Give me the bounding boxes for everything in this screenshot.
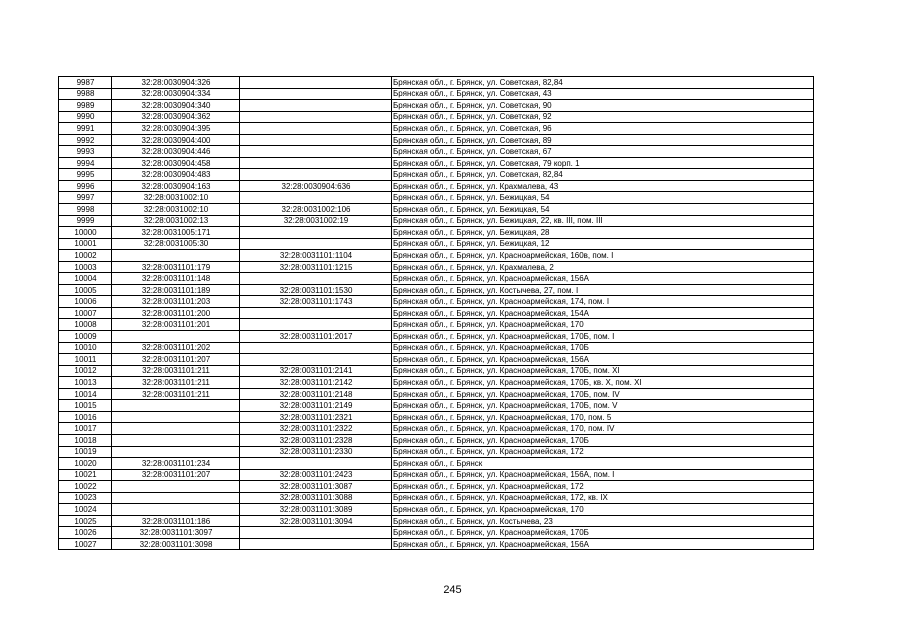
cadastral-number-cell (112, 504, 240, 516)
linked-cadastral-number-cell (240, 319, 392, 331)
cadastral-number-cell: 32:28:0031002:13 (112, 215, 240, 227)
linked-cadastral-number-cell (240, 538, 392, 550)
linked-cadastral-number-cell: 32:28:0031101:2322 (240, 423, 392, 435)
row-number-cell: 10008 (59, 319, 112, 331)
cadastral-number-cell (112, 331, 240, 343)
row-number-cell: 10002 (59, 250, 112, 262)
table-row (59, 123, 814, 135)
table-row (59, 458, 814, 470)
row-number-cell: 9995 (59, 169, 112, 181)
cadastral-number-cell: 32:28:0030904:395 (112, 123, 240, 135)
table-row (59, 342, 814, 354)
table-row (59, 100, 814, 112)
linked-cadastral-number-cell (240, 157, 392, 169)
cadastral-number-cell: 32:28:0030904:446 (112, 146, 240, 158)
cadastral-number-cell: 32:28:0031101:148 (112, 273, 240, 285)
address-cell: Брянская обл., г. Брянск, ул. Красноармейская, 170 (392, 504, 814, 516)
cadastral-number-cell (112, 250, 240, 262)
address-cell: Брянская обл., г. Брянск, ул. Красноармейская, 156А (392, 273, 814, 285)
cadastral-number-cell: 32:28:0031101:200 (112, 307, 240, 319)
table-row (59, 215, 814, 227)
cadastral-number-cell: 32:28:0030904:334 (112, 88, 240, 100)
address-cell: Брянская обл., г. Брянск, ул. Советская, 96 (392, 123, 814, 135)
linked-cadastral-number-cell: 32:28:0031101:2328 (240, 434, 392, 446)
linked-cadastral-number-cell: 32:28:0030904:636 (240, 180, 392, 192)
address-cell: Брянская обл., г. Брянск, ул. Бежицкая, 54 (392, 204, 814, 216)
row-number-cell: 9996 (59, 180, 112, 192)
cadastral-number-cell: 32:28:0031101:179 (112, 261, 240, 273)
cadastral-number-cell (112, 446, 240, 458)
linked-cadastral-number-cell (240, 227, 392, 239)
row-number-cell: 10006 (59, 296, 112, 308)
address-cell: Брянская обл., г. Брянск, ул. Костычева, 23 (392, 515, 814, 527)
row-number-cell: 10016 (59, 411, 112, 423)
cadastral-number-cell (112, 492, 240, 504)
table-row (59, 354, 814, 366)
row-number-cell: 9993 (59, 146, 112, 158)
linked-cadastral-number-cell (240, 111, 392, 123)
address-cell: Брянская обл., г. Брянск, ул. Костычева, 27, пом. I (392, 284, 814, 296)
cadastral-number-cell: 32:28:0031101:202 (112, 342, 240, 354)
row-number-cell: 10021 (59, 469, 112, 481)
cadastral-number-cell: 32:28:0031101:211 (112, 377, 240, 389)
row-number-cell: 10003 (59, 261, 112, 273)
linked-cadastral-number-cell (240, 458, 392, 470)
cadastral-number-cell: 32:28:0030904:483 (112, 169, 240, 181)
table-row (59, 88, 814, 100)
table-row (59, 307, 814, 319)
linked-cadastral-number-cell (240, 354, 392, 366)
address-cell: Брянская обл., г. Брянск, ул. Красноармейская, 154А (392, 307, 814, 319)
table-row (59, 111, 814, 123)
cadastral-number-cell (112, 411, 240, 423)
table-row (59, 192, 814, 204)
row-number-cell: 10023 (59, 492, 112, 504)
row-number-cell: 10011 (59, 354, 112, 366)
address-cell: Брянская обл., г. Брянск, ул. Советская, 89 (392, 134, 814, 146)
linked-cadastral-number-cell (240, 100, 392, 112)
linked-cadastral-number-cell: 32:28:0031101:1743 (240, 296, 392, 308)
table-row (59, 157, 814, 169)
address-cell: Брянская обл., г. Брянск, ул. Красноармейская, 170Б, пом. XI (392, 365, 814, 377)
linked-cadastral-number-cell (240, 77, 392, 89)
address-cell: Брянская обл., г. Брянск (392, 458, 814, 470)
row-number-cell: 10018 (59, 434, 112, 446)
linked-cadastral-number-cell: 32:28:0031101:3094 (240, 515, 392, 527)
linked-cadastral-number-cell: 32:28:0031101:1215 (240, 261, 392, 273)
cadastral-number-cell: 32:28:0031101:207 (112, 469, 240, 481)
page-number: 245 (443, 584, 462, 596)
address-cell: Брянская обл., г. Брянск, ул. Красноармейская, 156А (392, 354, 814, 366)
table-row (59, 238, 814, 250)
linked-cadastral-number-cell: 32:28:0031101:3087 (240, 481, 392, 493)
cadastral-number-cell: 32:28:0030904:340 (112, 100, 240, 112)
table-row (59, 134, 814, 146)
row-number-cell: 10024 (59, 504, 112, 516)
table-row (59, 250, 814, 262)
cadastral-number-cell: 32:28:0031002:10 (112, 204, 240, 216)
cadastral-number-cell (112, 481, 240, 493)
address-cell: Брянская обл., г. Брянск, ул. Красноармейская, 170, пом. 5 (392, 411, 814, 423)
row-number-cell: 9998 (59, 204, 112, 216)
address-cell: Брянская обл., г. Брянск, ул. Бежицкая, 54 (392, 192, 814, 204)
address-cell: Брянская обл., г. Брянск, ул. Крахмалева, 43 (392, 180, 814, 192)
linked-cadastral-number-cell (240, 169, 392, 181)
table-row (59, 296, 814, 308)
linked-cadastral-number-cell (240, 238, 392, 250)
address-cell: Брянская обл., г. Брянск, ул. Красноармейская, 172 (392, 446, 814, 458)
row-number-cell: 9999 (59, 215, 112, 227)
row-number-cell: 9991 (59, 123, 112, 135)
cadastral-number-cell: 32:28:0031101:211 (112, 365, 240, 377)
row-number-cell: 9992 (59, 134, 112, 146)
linked-cadastral-number-cell: 32:28:0031101:2321 (240, 411, 392, 423)
cadastral-number-cell: 32:28:0031101:201 (112, 319, 240, 331)
linked-cadastral-number-cell (240, 307, 392, 319)
row-number-cell: 10013 (59, 377, 112, 389)
table-row (59, 377, 814, 389)
linked-cadastral-number-cell: 32:28:0031101:2141 (240, 365, 392, 377)
cadastral-number-cell: 32:28:0031101:189 (112, 284, 240, 296)
linked-cadastral-number-cell (240, 146, 392, 158)
row-number-cell: 10001 (59, 238, 112, 250)
address-cell: Брянская обл., г. Брянск, ул. Красноармейская, 170Б, пом. I (392, 331, 814, 343)
row-number-cell: 9990 (59, 111, 112, 123)
linked-cadastral-number-cell: 32:28:0031101:3088 (240, 492, 392, 504)
linked-cadastral-number-cell (240, 527, 392, 539)
row-number-cell: 10005 (59, 284, 112, 296)
table-row (59, 261, 814, 273)
row-number-cell: 10012 (59, 365, 112, 377)
linked-cadastral-number-cell: 32:28:0031101:2148 (240, 388, 392, 400)
row-number-cell: 10014 (59, 388, 112, 400)
cadastral-number-cell: 32:28:0031005:30 (112, 238, 240, 250)
table-row (59, 365, 814, 377)
linked-cadastral-number-cell: 32:28:0031101:3089 (240, 504, 392, 516)
table-row (59, 331, 814, 343)
row-number-cell: 10015 (59, 400, 112, 412)
address-cell: Брянская обл., г. Брянск, ул. Красноармейская, 170, пом. IV (392, 423, 814, 435)
table-row (59, 180, 814, 192)
address-cell: Брянская обл., г. Брянск, ул. Красноармейская, 170Б (392, 342, 814, 354)
row-number-cell: 10022 (59, 481, 112, 493)
table-row (59, 400, 814, 412)
cadastral-number-cell: 32:28:0030904:326 (112, 77, 240, 89)
linked-cadastral-number-cell: 32:28:0031002:19 (240, 215, 392, 227)
cadastral-number-cell: 32:28:0031101:186 (112, 515, 240, 527)
registry-table (58, 76, 814, 550)
linked-cadastral-number-cell: 32:28:0031101:1530 (240, 284, 392, 296)
table-row (59, 538, 814, 550)
linked-cadastral-number-cell: 32:28:0031101:2142 (240, 377, 392, 389)
linked-cadastral-number-cell (240, 273, 392, 285)
address-cell: Брянская обл., г. Брянск, ул. Красноармейская, 160в, пом. I (392, 250, 814, 262)
table-row (59, 515, 814, 527)
row-number-cell: 10025 (59, 515, 112, 527)
address-cell: Брянская обл., г. Брянск, ул. Красноармейская, 174, пом. I (392, 296, 814, 308)
address-cell: Брянская обл., г. Брянск, ул. Красноармейская, 172, кв. IX (392, 492, 814, 504)
cadastral-number-cell: 32:28:0031101:234 (112, 458, 240, 470)
linked-cadastral-number-cell (240, 123, 392, 135)
cadastral-number-cell: 32:28:0031005:171 (112, 227, 240, 239)
cadastral-number-cell: 32:28:0030904:362 (112, 111, 240, 123)
cadastral-number-cell: 32:28:0031101:211 (112, 388, 240, 400)
row-number-cell: 10007 (59, 307, 112, 319)
address-cell: Брянская обл., г. Брянск, ул. Красноармейская, 156А (392, 538, 814, 550)
cadastral-number-cell: 32:28:0030904:163 (112, 180, 240, 192)
row-number-cell: 10019 (59, 446, 112, 458)
row-number-cell: 10004 (59, 273, 112, 285)
table-row (59, 423, 814, 435)
row-number-cell: 10017 (59, 423, 112, 435)
table-row (59, 492, 814, 504)
row-number-cell: 10020 (59, 458, 112, 470)
address-cell: Брянская обл., г. Брянск, ул. Красноармейская, 156А, пом. I (392, 469, 814, 481)
row-number-cell: 9987 (59, 77, 112, 89)
linked-cadastral-number-cell: 32:28:0031101:2149 (240, 400, 392, 412)
row-number-cell: 10010 (59, 342, 112, 354)
table-row (59, 504, 814, 516)
address-cell: Брянская обл., г. Брянск, ул. Красноармейская, 170 (392, 319, 814, 331)
address-cell: Брянская обл., г. Брянск, ул. Крахмалева, 2 (392, 261, 814, 273)
address-cell: Брянская обл., г. Брянск, ул. Красноармейская, 170Б, пом. V (392, 400, 814, 412)
registry-table-body (59, 77, 814, 550)
row-number-cell: 10009 (59, 331, 112, 343)
row-number-cell: 10026 (59, 527, 112, 539)
linked-cadastral-number-cell: 32:28:0031002:106 (240, 204, 392, 216)
address-cell: Брянская обл., г. Брянск, ул. Советская, 67 (392, 146, 814, 158)
cadastral-number-cell: 32:28:0031002:10 (112, 192, 240, 204)
linked-cadastral-number-cell: 32:28:0031101:1104 (240, 250, 392, 262)
linked-cadastral-number-cell (240, 88, 392, 100)
linked-cadastral-number-cell (240, 192, 392, 204)
row-number-cell: 9988 (59, 88, 112, 100)
cadastral-number-cell (112, 423, 240, 435)
address-cell: Брянская обл., г. Брянск, ул. Красноармейская, 172 (392, 481, 814, 493)
table-row (59, 227, 814, 239)
row-number-cell: 9994 (59, 157, 112, 169)
cadastral-number-cell: 32:28:0031101:3098 (112, 538, 240, 550)
cadastral-number-cell: 32:28:0031101:203 (112, 296, 240, 308)
table-row (59, 469, 814, 481)
linked-cadastral-number-cell: 32:28:0031101:2330 (240, 446, 392, 458)
table-row (59, 446, 814, 458)
row-number-cell: 9989 (59, 100, 112, 112)
address-cell: Брянская обл., г. Брянск, ул. Советская, 82,84 (392, 169, 814, 181)
address-cell: Брянская обл., г. Брянск, ул. Советская, 82,84 (392, 77, 814, 89)
cadastral-number-cell: 32:28:0030904:400 (112, 134, 240, 146)
table-row (59, 411, 814, 423)
row-number-cell: 9997 (59, 192, 112, 204)
row-number-cell: 10027 (59, 538, 112, 550)
linked-cadastral-number-cell (240, 134, 392, 146)
table-row (59, 434, 814, 446)
table-row (59, 146, 814, 158)
cadastral-number-cell: 32:28:0030904:458 (112, 157, 240, 169)
address-cell: Брянская обл., г. Брянск, ул. Советская, 92 (392, 111, 814, 123)
table-row (59, 169, 814, 181)
linked-cadastral-number-cell (240, 342, 392, 354)
linked-cadastral-number-cell: 32:28:0031101:2017 (240, 331, 392, 343)
linked-cadastral-number-cell: 32:28:0031101:2423 (240, 469, 392, 481)
table-row (59, 284, 814, 296)
address-cell: Брянская обл., г. Брянск, ул. Бежицкая, 22, кв. III, пом. III (392, 215, 814, 227)
table-row (59, 319, 814, 331)
address-cell: Брянская обл., г. Брянск, ул. Красноармейская, 170Б, пом. IV (392, 388, 814, 400)
cadastral-number-cell: 32:28:0031101:207 (112, 354, 240, 366)
row-number-cell: 10000 (59, 227, 112, 239)
address-cell: Брянская обл., г. Брянск, ул. Красноармейская, 170Б, кв. X, пом. XI (392, 377, 814, 389)
cadastral-number-cell (112, 400, 240, 412)
cadastral-number-cell: 32:28:0031101:3097 (112, 527, 240, 539)
address-cell: Брянская обл., г. Брянск, ул. Бежицкая, 28 (392, 227, 814, 239)
table-row (59, 204, 814, 216)
address-cell: Брянская обл., г. Брянск, ул. Советская, 79 корп. 1 (392, 157, 814, 169)
table-row (59, 388, 814, 400)
address-cell: Брянская обл., г. Брянск, ул. Красноармейская, 170Б (392, 527, 814, 539)
address-cell: Брянская обл., г. Брянск, ул. Бежицкая, 12 (392, 238, 814, 250)
table-row (59, 273, 814, 285)
table-row (59, 77, 814, 89)
address-cell: Брянская обл., г. Брянск, ул. Красноармейская, 170Б (392, 434, 814, 446)
address-cell: Брянская обл., г. Брянск, ул. Советская, 90 (392, 100, 814, 112)
table-row (59, 481, 814, 493)
address-cell: Брянская обл., г. Брянск, ул. Советская, 43 (392, 88, 814, 100)
table-row (59, 527, 814, 539)
cadastral-number-cell (112, 434, 240, 446)
